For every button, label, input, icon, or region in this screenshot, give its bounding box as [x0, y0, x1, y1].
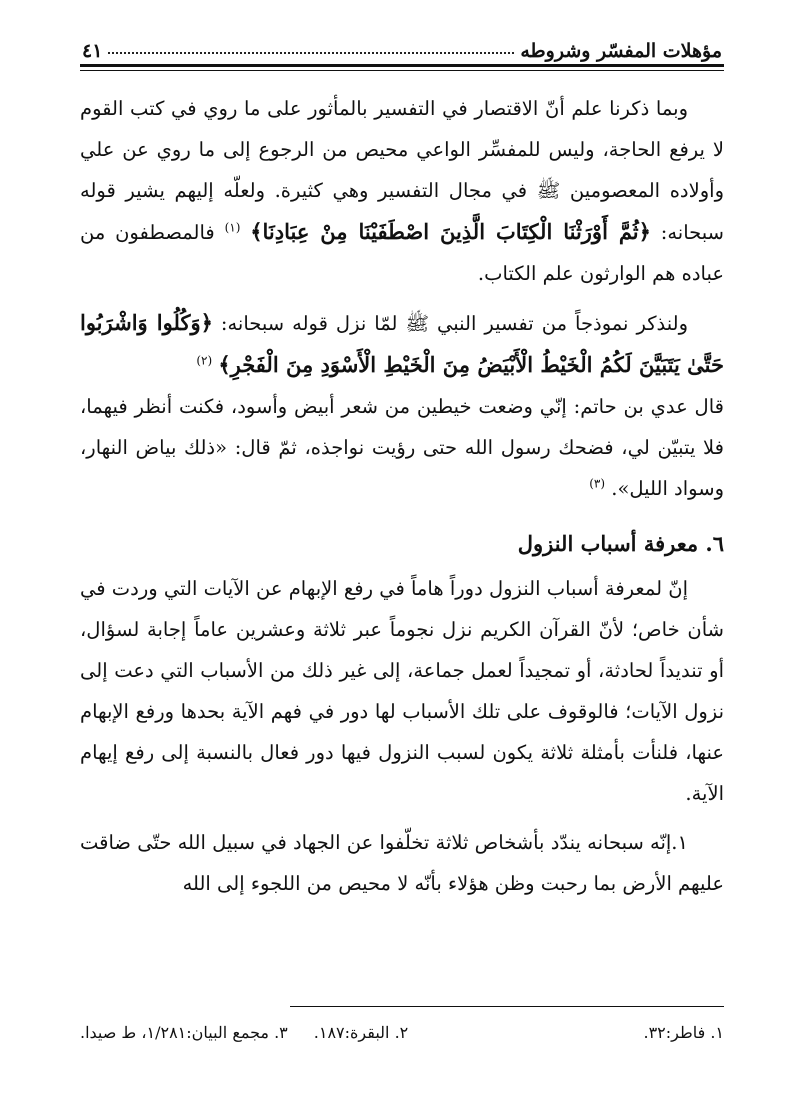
running-header — [82, 26, 722, 62]
footnote-3: ٣. مجمع البيان:١/٢٨١، ط صيدا. — [80, 1023, 288, 1042]
quran-verse-2: ﴿وَكُلُوا وَاشْرَبُوا حَتَّىٰ يَتَبَيَّنَ لَكُمُ الْخَيْطُ الْأَبْيَضُ مِنَ الْخَيْطِ الْأَسْوَدِ مِنَ الْفَجْرِ﴾ — [80, 310, 724, 377]
footnote-1: ١. فاطر:٣٢. — [643, 1023, 724, 1042]
paragraph-1 — [80, 88, 724, 294]
paragraph-3-text: قال عدي بن حاتم: إنّي وضعت خيطين من شعر أبيض وأسود، فكنت أنظر فيهما، فلا يتبيّن لي، فضحك رسول الله حتى رؤيت نواجذه، ثمّ قال: «ذلك بياض النهار، وسواد الليل». — [80, 395, 724, 500]
paragraph-1-end: فالمصطفون من عباده هم الوارثون علم الكتاب. — [80, 221, 724, 285]
footnote-ref-1: (١) — [224, 220, 241, 235]
header-dot-leader — [108, 51, 514, 54]
paragraph-1-text: وبما ذكرنا علم أنّ الاقتصار في التفسير بالمأثور على ما روي في كتب القوم لا يرفع الحاجة، وليس للمفسِّر الواعي محيص من الرجوع إلى ما روي عن علي وأولاده المعصومين ﷺ في مجال التفسير وهي كثيرة. ولعلّه إليهم يشير قوله سبحانه: — [80, 97, 724, 244]
footnote-ref-3: (٣) — [589, 476, 606, 491]
header-title: مؤهلات المفسّر وشروطه — [520, 40, 722, 62]
header-rule-thin — [80, 70, 724, 71]
paragraph-2 — [80, 302, 724, 386]
header-rule-thick — [80, 64, 724, 67]
paragraph-2-text: ولنذكر نموذجاً من تفسير النبي ﷺ لمّا نزل قوله سبحانه: — [220, 312, 689, 335]
section-title: ٦. معرفة أسباب النزول — [517, 531, 724, 556]
paragraph-3 — [80, 386, 724, 509]
quran-verse-1: ﴿ثُمَّ أَوْرَثْنَا الْكِتَابَ الَّذِينَ اصْطَفَيْنَا مِنْ عِبَادِنَا﴾ — [250, 219, 651, 244]
footnote-separator — [290, 1006, 724, 1007]
footnote-ref-2: (٢) — [196, 353, 213, 368]
page-number: ٤١ — [82, 40, 103, 62]
page-body — [80, 88, 724, 904]
paragraph-5: ١.إنّه سبحانه يندّد بأشخاص ثلاثة تخلّفوا عن الجهاد في سبيل الله حتّى ضاقت عليهم الأرض بما رحبت وظن هؤلاء بأنّه لا محيص من اللجوء إلى الله — [80, 831, 724, 895]
footnote-2: ٢. البقرة:١٨٧. — [313, 1023, 409, 1042]
footnotes — [80, 1023, 724, 1042]
paragraph-4: إنّ لمعرفة أسباب النزول دوراً هاماً في رفع الإبهام عن الآيات التي وردت في شأن خاص؛ لأنّ القرآن الكريم نزل نجوماً عبر ثلاثة وعشرين عاماً إجابة لسؤال، أو تنديداً لحادثة، أو تمجيداً لعمل جماعة، إلى غير ذلك من الأسباب التي دعت إلى نزول الآيات؛ فالوقوف على تلك الأسباب لها دور في فهم الآية بحدها ورفع الإبهام عنها، فلنأت بأمثلة ثلاثة يكون لسبب النزول فيها دور فعال بالنسبة إلى رفع إيهام الآية. — [80, 577, 724, 805]
